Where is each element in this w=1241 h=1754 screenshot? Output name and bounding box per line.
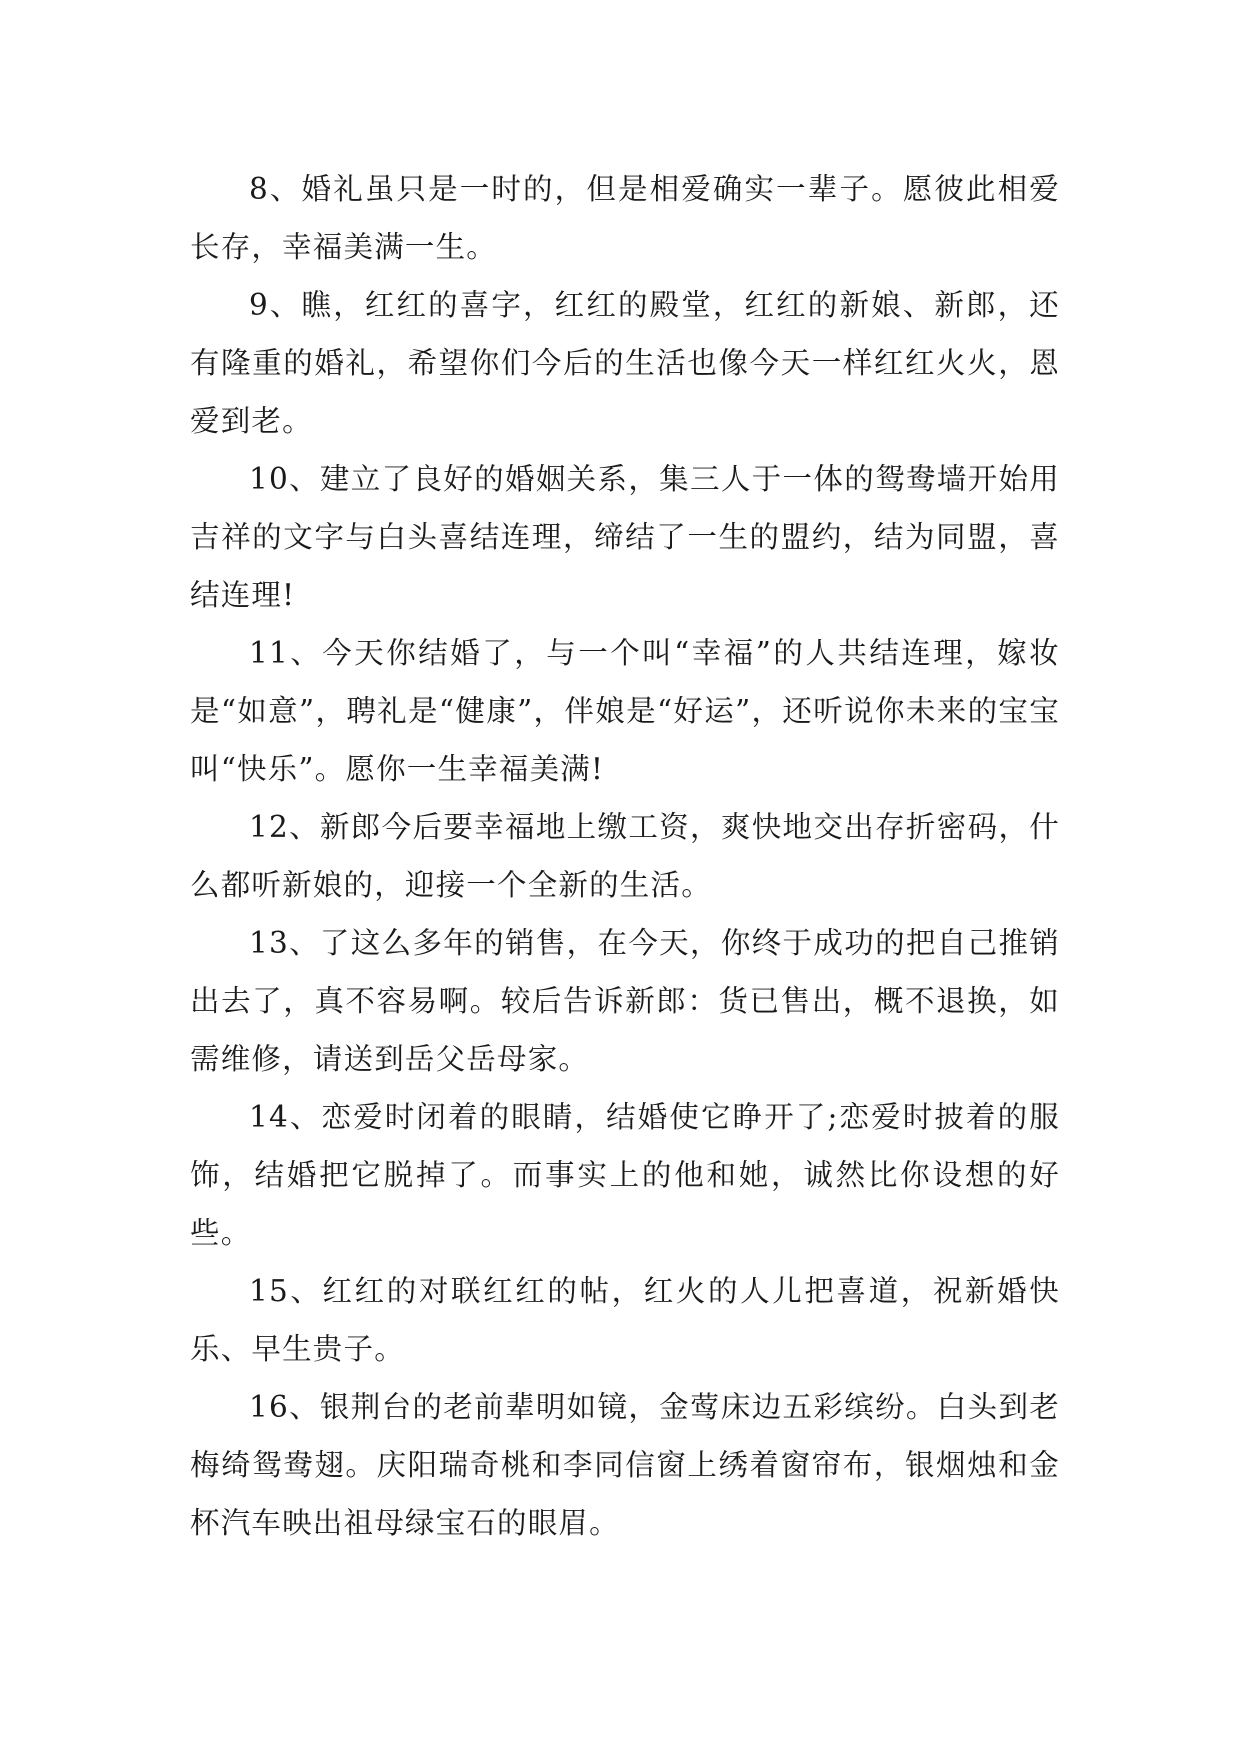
paragraph-15: 15、红红的对联红红的帖，红火的人儿把喜道，祝新婚快乐、早生贵子。	[190, 1274, 1060, 1366]
paragraph-9: 9、瞧，红红的喜字，红红的殿堂，红红的新娘、新郎，还有隆重的婚礼，希望你们今后的生活也像今天一样红红火火，恩爱到老。	[190, 288, 1060, 438]
paragraph-12: 12、新郎今后要幸福地上缴工资，爽快地交出存折密码，什么都听新娘的，迎接一个全新的生活。	[190, 810, 1060, 902]
paragraph-16: 16、银荆台的老前辈明如镜，金莺床边五彩缤纷。白头到老梅绮鸳鸯翅。庆阳瑞奇桃和李同信窗上绣着窗帘布，银烟烛和金杯汽车映出祖母绿宝石的眼眉。	[190, 1390, 1060, 1540]
paragraph-14: 14、恋爱时闭着的眼睛，结婚使它睁开了;恋爱时披着的服饰，结婚把它脱掉了。而事实上的他和她，诚然比你设想的好些。	[190, 1100, 1060, 1250]
paragraph-13: 13、了这么多年的销售，在今天，你终于成功的把自己推销出去了，真不容易啊。较后告诉新郎：货已售出，概不退换，如需维修，请送到岳父岳母家。	[190, 926, 1060, 1076]
paragraph-10: 10、建立了良好的婚姻关系，集三人于一体的鸳鸯墙开始用吉祥的文字与白头喜结连理，缔结了一生的盟约，结为同盟，喜结连理!	[190, 462, 1060, 612]
paragraph-11: 11、今天你结婚了，与一个叫“幸福”的人共结连理，嫁妆是“如意”，聘礼是“健康”，伴娘是“好运”，还听说你未来的宝宝叫“快乐”。愿你一生幸福美满!	[190, 636, 1060, 786]
document-body	[190, 160, 1060, 1552]
paragraph-8: 8、婚礼虽只是一时的，但是相爱确实一辈子。愿彼此相爱长存，幸福美满一生。	[190, 172, 1060, 264]
